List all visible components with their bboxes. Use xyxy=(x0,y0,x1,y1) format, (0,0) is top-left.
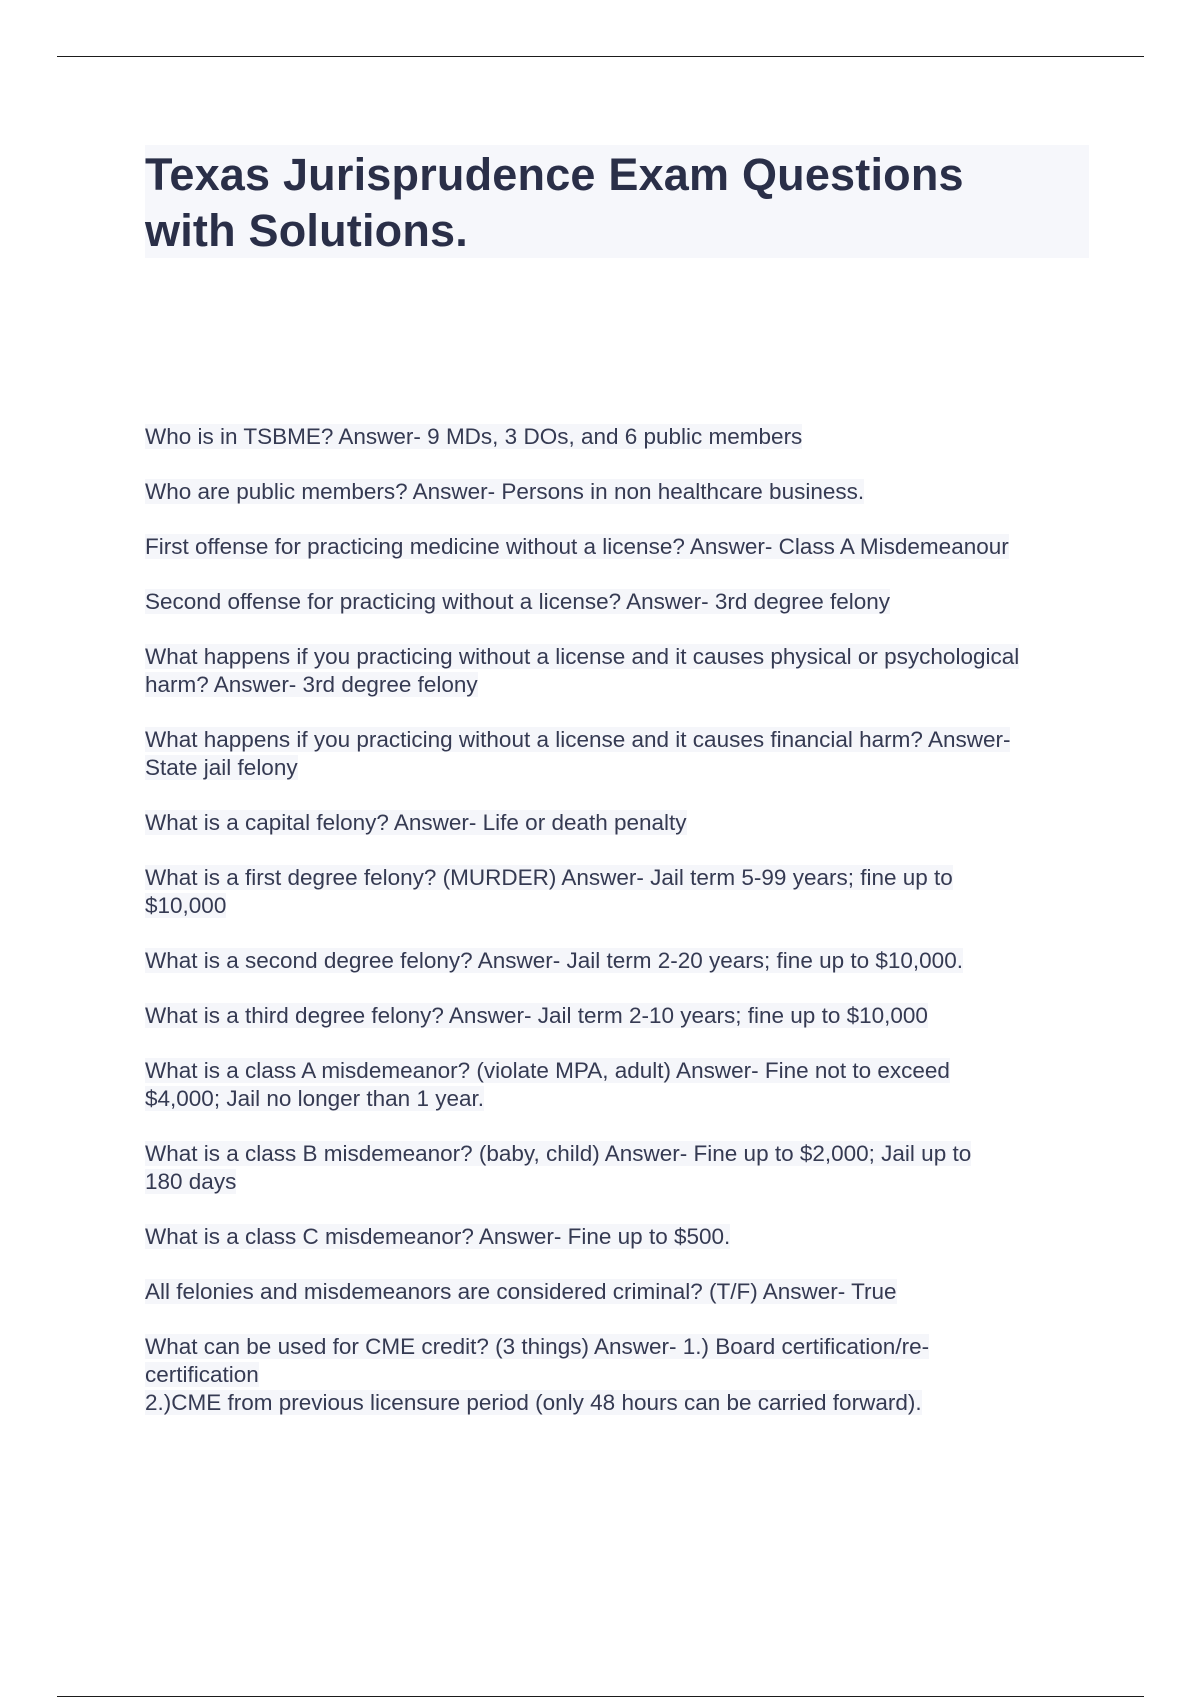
qa-line-text: $4,000; Jail no longer than 1 year. xyxy=(145,1086,484,1111)
qa-item xyxy=(145,726,1095,782)
title-line-2: with Solutions. xyxy=(145,205,468,256)
qa-line-text: First offense for practicing medicine without a license? Answer- Class A Misdemeanour xyxy=(145,534,1009,559)
qa-line xyxy=(145,423,1095,451)
qa-line xyxy=(145,1389,1095,1417)
qa-line-text: 180 days xyxy=(145,1169,237,1194)
qa-line-text: All felonies and misdemeanors are considered criminal? (T/F) Answer- True xyxy=(145,1279,897,1304)
qa-item xyxy=(145,1333,1095,1417)
qa-item xyxy=(145,1002,1095,1030)
qa-line-text: Who are public members? Answer- Persons in non healthcare business. xyxy=(145,479,865,504)
qa-item xyxy=(145,947,1095,975)
qa-line xyxy=(145,947,1095,975)
qa-line xyxy=(145,588,1095,616)
qa-line-text: 2.)CME from previous licensure period (only 48 hours can be carried forward). xyxy=(145,1390,922,1415)
qa-line-text: What is a class A misdemeanor? (violate MPA, adult) Answer- Fine not to exceed xyxy=(145,1058,950,1083)
qa-line xyxy=(145,1085,1095,1113)
qa-line xyxy=(145,1223,1095,1251)
qa-line xyxy=(145,754,1095,782)
qa-line xyxy=(145,892,1095,920)
qa-line-text: What is a class B misdemeanor? (baby, child) Answer- Fine up to $2,000; Jail up to xyxy=(145,1141,972,1166)
qa-item xyxy=(145,1057,1095,1113)
qa-line xyxy=(145,478,1095,506)
qa-line xyxy=(145,809,1095,837)
qa-line-text: State jail felony xyxy=(145,755,298,780)
qa-item xyxy=(145,478,1095,506)
qa-line-text: What is a first degree felony? (MURDER) Answer- Jail term 5-99 years; fine up to xyxy=(145,865,953,890)
qa-line xyxy=(145,1333,1095,1361)
qa-item xyxy=(145,1140,1095,1196)
qa-line-text: What is a second degree felony? Answer- Jail term 2-20 years; fine up to $10,000. xyxy=(145,948,963,973)
qa-line xyxy=(145,726,1095,754)
qa-line-text: What is a capital felony? Answer- Life or death penalty xyxy=(145,810,687,835)
title-line-1: Texas Jurisprudence Exam Questions xyxy=(145,149,964,200)
top-rule xyxy=(57,56,1144,57)
qa-line xyxy=(145,533,1095,561)
qa-line xyxy=(145,1002,1095,1030)
qa-item xyxy=(145,643,1095,699)
qa-line-text: What happens if you practicing without a license and it causes financial harm? Answer- xyxy=(145,727,1011,752)
qa-line-text: What is a third degree felony? Answer- Jail term 2-10 years; fine up to $10,000 xyxy=(145,1003,928,1028)
qa-line xyxy=(145,1140,1095,1168)
qa-line xyxy=(145,643,1095,671)
qa-line-text: $10,000 xyxy=(145,893,227,918)
qa-list xyxy=(145,423,1095,1444)
qa-line xyxy=(145,671,1095,699)
qa-item xyxy=(145,533,1095,561)
qa-line xyxy=(145,1168,1095,1196)
qa-line-text: What is a class C misdemeanor? Answer- Fine up to $500. xyxy=(145,1224,731,1249)
qa-line xyxy=(145,1361,1095,1389)
qa-item xyxy=(145,423,1095,451)
qa-line-text: harm? Answer- 3rd degree felony xyxy=(145,672,478,697)
page-title xyxy=(145,145,1089,259)
qa-line xyxy=(145,1278,1095,1306)
qa-item xyxy=(145,588,1095,616)
qa-line-text: Who is in TSBME? Answer- 9 MDs, 3 DOs, and 6 public members xyxy=(145,424,803,449)
qa-line xyxy=(145,1057,1095,1085)
qa-line xyxy=(145,864,1095,892)
qa-line-text: What happens if you practicing without a license and it causes physical or psychological xyxy=(145,644,1020,669)
qa-item xyxy=(145,1278,1095,1306)
qa-line-text: certification xyxy=(145,1362,259,1387)
bottom-rule xyxy=(57,1696,1144,1697)
qa-line-text: What can be used for CME credit? (3 things) Answer- 1.) Board certification/re- xyxy=(145,1334,930,1359)
title-block xyxy=(145,145,1089,258)
qa-line-text: Second offense for practicing without a license? Answer- 3rd degree felony xyxy=(145,589,891,614)
qa-item xyxy=(145,864,1095,920)
qa-item xyxy=(145,809,1095,837)
qa-item xyxy=(145,1223,1095,1251)
